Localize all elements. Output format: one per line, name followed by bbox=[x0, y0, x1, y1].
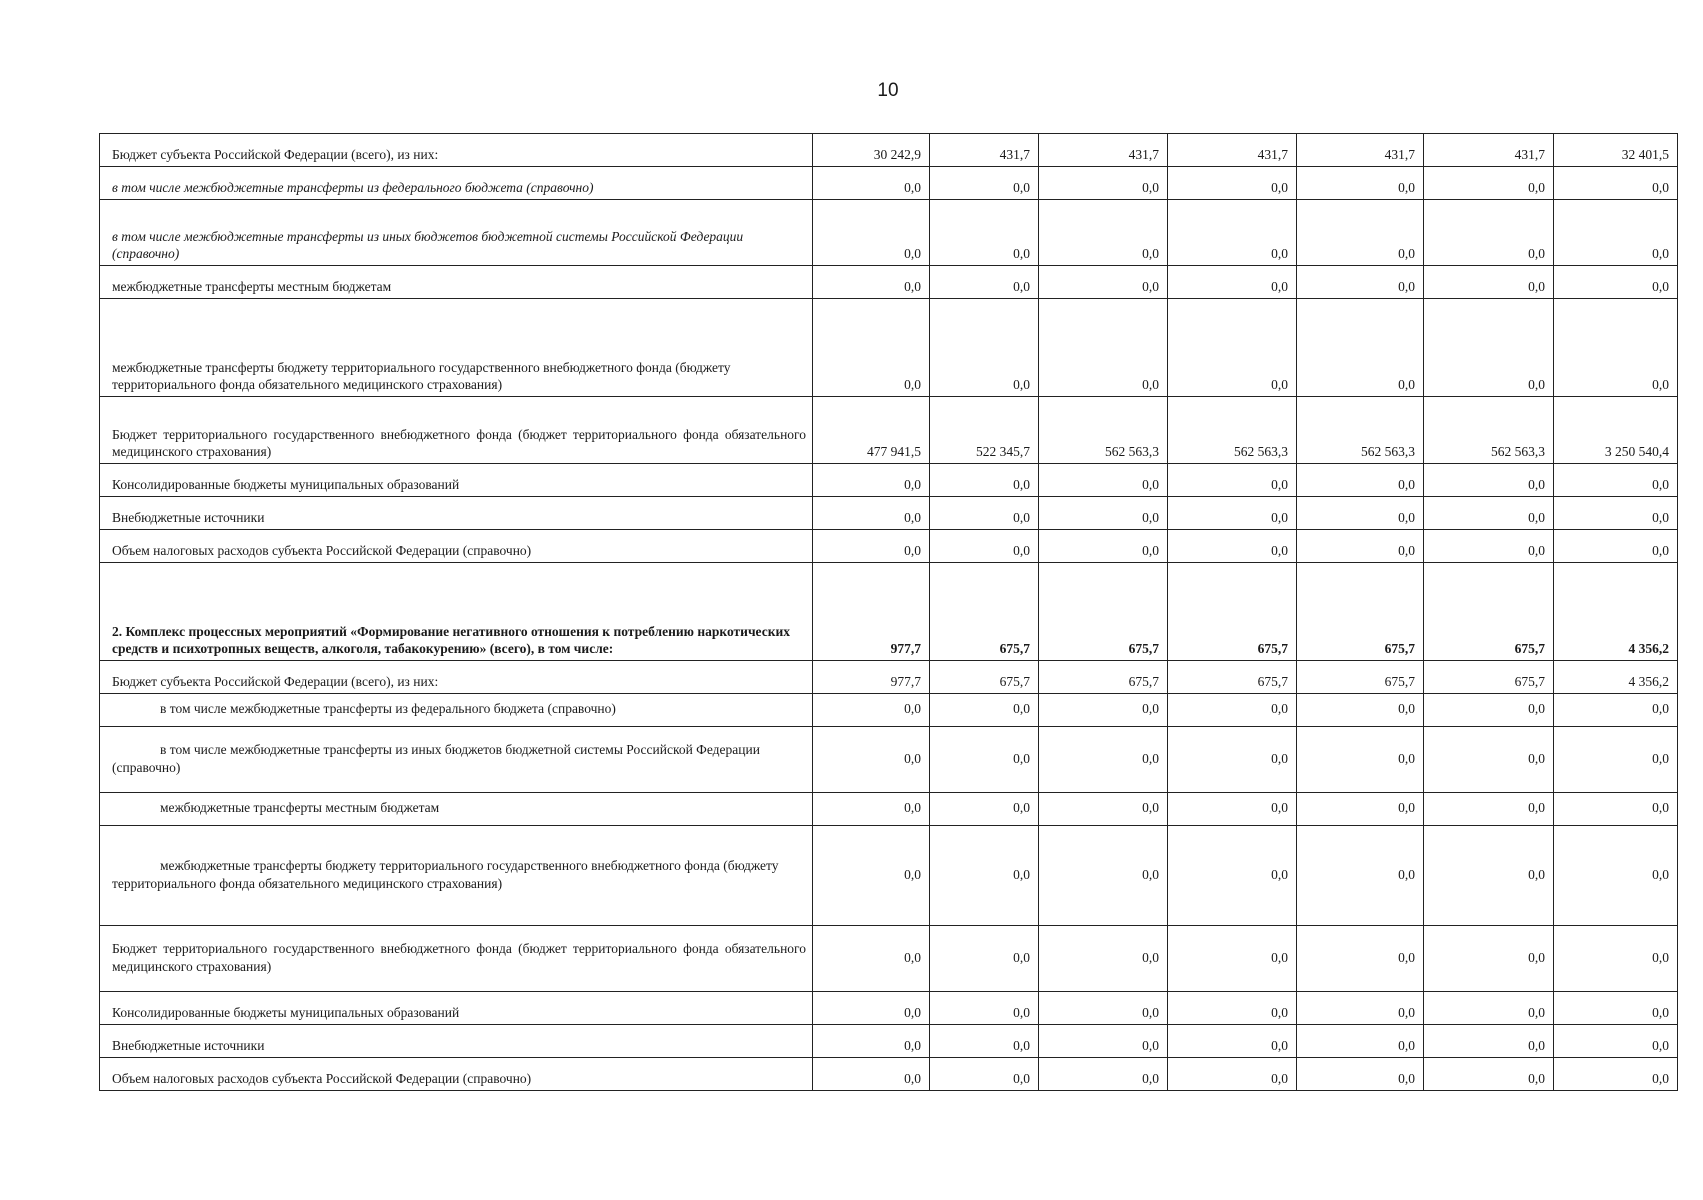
row-label: в том числе межбюджетные трансферты из федерального бюджета (справочно) bbox=[100, 167, 813, 200]
row-value-cell: 0,0 bbox=[1297, 530, 1424, 563]
page-number: 10 bbox=[877, 80, 899, 101]
row-value-cell: 0,0 bbox=[1424, 1025, 1554, 1058]
row-value-cell: 0,0 bbox=[1424, 1058, 1554, 1091]
row-label: Консолидированные бюджеты муниципальных образований bbox=[100, 992, 813, 1025]
row-value-cell: 0,0 bbox=[1168, 299, 1297, 397]
row-value-cell: 0,0 bbox=[930, 793, 1039, 826]
row-value-cell: 0,0 bbox=[1039, 299, 1168, 397]
table-row bbox=[100, 992, 1678, 1025]
row-value-cell: 0,0 bbox=[813, 266, 930, 299]
row-label: в том числе межбюджетные трансферты из иных бюджетов бюджетной системы Российской Федерации (справочно) bbox=[100, 727, 813, 793]
row-label: Внебюджетные источники bbox=[100, 1025, 813, 1058]
row-label: 2. Комплекс процессных мероприятий «Формирование негативного отношения к потреблению наркотических средств и психотропных веществ, алкоголя, табакокурению» (всего), в том числе: bbox=[100, 563, 813, 661]
row-value-cell: 0,0 bbox=[1168, 727, 1297, 793]
row-value-cell: 0,0 bbox=[930, 826, 1039, 926]
row-value-cell: 0,0 bbox=[1297, 266, 1424, 299]
row-value-cell: 0,0 bbox=[1424, 167, 1554, 200]
row-value-cell: 0,0 bbox=[930, 266, 1039, 299]
row-total-cell: 3 250 540,4 bbox=[1554, 397, 1678, 464]
table-row bbox=[100, 694, 1678, 727]
row-value-cell: 0,0 bbox=[813, 694, 930, 727]
row-total-cell: 0,0 bbox=[1554, 1058, 1678, 1091]
row-value-cell: 0,0 bbox=[1039, 727, 1168, 793]
row-value-cell: 0,0 bbox=[1039, 992, 1168, 1025]
row-value-cell: 0,0 bbox=[813, 497, 930, 530]
row-value-cell: 0,0 bbox=[1168, 464, 1297, 497]
row-value-cell: 0,0 bbox=[813, 926, 930, 992]
table-row bbox=[100, 530, 1678, 563]
row-total-cell: 4 356,2 bbox=[1554, 563, 1678, 661]
row-value-cell: 0,0 bbox=[1424, 727, 1554, 793]
row-value-cell: 675,7 bbox=[1297, 661, 1424, 694]
row-value-cell: 562 563,3 bbox=[1039, 397, 1168, 464]
row-value-cell: 0,0 bbox=[1424, 926, 1554, 992]
row-value-cell: 0,0 bbox=[1168, 266, 1297, 299]
row-value-cell: 675,7 bbox=[1424, 563, 1554, 661]
row-value-cell: 675,7 bbox=[1168, 563, 1297, 661]
table-row bbox=[100, 266, 1678, 299]
row-value-cell: 431,7 bbox=[1039, 134, 1168, 167]
row-total-cell: 0,0 bbox=[1554, 464, 1678, 497]
row-value-cell: 0,0 bbox=[1297, 200, 1424, 266]
row-value-cell: 0,0 bbox=[813, 992, 930, 1025]
row-value-cell: 0,0 bbox=[1168, 694, 1297, 727]
row-value-cell: 0,0 bbox=[930, 727, 1039, 793]
row-value-cell: 0,0 bbox=[1297, 793, 1424, 826]
row-value-cell: 431,7 bbox=[930, 134, 1039, 167]
row-value-cell: 562 563,3 bbox=[1297, 397, 1424, 464]
row-value-cell: 0,0 bbox=[1039, 826, 1168, 926]
table-row bbox=[100, 926, 1678, 992]
row-value-cell: 0,0 bbox=[930, 167, 1039, 200]
row-value-cell: 675,7 bbox=[930, 661, 1039, 694]
row-total-cell: 32 401,5 bbox=[1554, 134, 1678, 167]
row-value-cell: 0,0 bbox=[930, 497, 1039, 530]
row-value-cell: 0,0 bbox=[1297, 497, 1424, 530]
row-value-cell: 675,7 bbox=[1039, 563, 1168, 661]
row-value-cell: 0,0 bbox=[1039, 694, 1168, 727]
row-total-cell: 4 356,2 bbox=[1554, 661, 1678, 694]
row-value-cell: 0,0 bbox=[1168, 826, 1297, 926]
table-row bbox=[100, 793, 1678, 826]
table-row bbox=[100, 200, 1678, 266]
row-value-cell: 0,0 bbox=[930, 464, 1039, 497]
row-label: межбюджетные трансферты местным бюджетам bbox=[100, 266, 813, 299]
row-total-cell: 0,0 bbox=[1554, 266, 1678, 299]
row-value-cell: 431,7 bbox=[1424, 134, 1554, 167]
row-value-cell: 0,0 bbox=[1297, 1058, 1424, 1091]
row-value-cell: 0,0 bbox=[813, 167, 930, 200]
row-total-cell: 0,0 bbox=[1554, 793, 1678, 826]
table-row bbox=[100, 464, 1678, 497]
row-value-cell: 0,0 bbox=[930, 992, 1039, 1025]
row-value-cell: 0,0 bbox=[1297, 926, 1424, 992]
table-row bbox=[100, 497, 1678, 530]
table-row bbox=[100, 299, 1678, 397]
row-value-cell: 0,0 bbox=[1168, 167, 1297, 200]
row-value-cell: 0,0 bbox=[930, 694, 1039, 727]
row-value-cell: 0,0 bbox=[813, 793, 930, 826]
row-label: межбюджетные трансферты бюджету территориального государственного внебюджетного фонда (бюджету территориального фонда обязательного медицинского страхования) bbox=[100, 826, 813, 926]
table-row bbox=[100, 563, 1678, 661]
row-value-cell: 0,0 bbox=[1039, 793, 1168, 826]
row-value-cell: 0,0 bbox=[813, 1025, 930, 1058]
row-total-cell: 0,0 bbox=[1554, 926, 1678, 992]
row-value-cell: 0,0 bbox=[1424, 497, 1554, 530]
row-value-cell: 0,0 bbox=[813, 464, 930, 497]
row-label: межбюджетные трансферты местным бюджетам bbox=[100, 793, 813, 826]
row-value-cell: 0,0 bbox=[930, 926, 1039, 992]
row-value-cell: 0,0 bbox=[930, 1058, 1039, 1091]
row-value-cell: 0,0 bbox=[1168, 1058, 1297, 1091]
row-value-cell: 0,0 bbox=[1168, 793, 1297, 826]
row-value-cell: 0,0 bbox=[1039, 1058, 1168, 1091]
row-value-cell: 0,0 bbox=[1297, 299, 1424, 397]
row-total-cell: 0,0 bbox=[1554, 694, 1678, 727]
table-row bbox=[100, 397, 1678, 464]
table-row bbox=[100, 1058, 1678, 1091]
row-value-cell: 0,0 bbox=[813, 530, 930, 563]
table-row bbox=[100, 661, 1678, 694]
row-value-cell: 0,0 bbox=[813, 200, 930, 266]
budget-table-body bbox=[100, 134, 1678, 1091]
table-row bbox=[100, 134, 1678, 167]
row-value-cell: 0,0 bbox=[1168, 530, 1297, 563]
table-row bbox=[100, 826, 1678, 926]
row-value-cell: 0,0 bbox=[1297, 992, 1424, 1025]
row-value-cell: 0,0 bbox=[930, 299, 1039, 397]
row-value-cell: 0,0 bbox=[1297, 464, 1424, 497]
row-value-cell: 675,7 bbox=[1424, 661, 1554, 694]
row-value-cell: 522 345,7 bbox=[930, 397, 1039, 464]
row-total-cell: 0,0 bbox=[1554, 497, 1678, 530]
row-value-cell: 0,0 bbox=[1039, 464, 1168, 497]
row-label: Бюджет субъекта Российской Федерации (всего), из них: bbox=[100, 134, 813, 167]
row-value-cell: 977,7 bbox=[813, 563, 930, 661]
row-value-cell: 0,0 bbox=[1424, 826, 1554, 926]
row-value-cell: 477 941,5 bbox=[813, 397, 930, 464]
row-value-cell: 0,0 bbox=[1424, 992, 1554, 1025]
row-total-cell: 0,0 bbox=[1554, 826, 1678, 926]
row-value-cell: 675,7 bbox=[930, 563, 1039, 661]
row-label: Объем налоговых расходов субъекта Российской Федерации (справочно) bbox=[100, 1058, 813, 1091]
row-value-cell: 0,0 bbox=[1168, 497, 1297, 530]
row-value-cell: 0,0 bbox=[1168, 926, 1297, 992]
row-value-cell: 0,0 bbox=[930, 1025, 1039, 1058]
row-value-cell: 431,7 bbox=[1168, 134, 1297, 167]
row-value-cell: 0,0 bbox=[1039, 926, 1168, 992]
row-value-cell: 0,0 bbox=[1297, 694, 1424, 727]
row-value-cell: 0,0 bbox=[1039, 1025, 1168, 1058]
row-value-cell: 30 242,9 bbox=[813, 134, 930, 167]
row-value-cell: 0,0 bbox=[1168, 992, 1297, 1025]
row-value-cell: 0,0 bbox=[1168, 200, 1297, 266]
row-total-cell: 0,0 bbox=[1554, 727, 1678, 793]
row-value-cell: 0,0 bbox=[1039, 200, 1168, 266]
row-value-cell: 0,0 bbox=[813, 727, 930, 793]
row-label: в том числе межбюджетные трансферты из федерального бюджета (справочно) bbox=[100, 694, 813, 727]
row-value-cell: 0,0 bbox=[1168, 1025, 1297, 1058]
row-value-cell: 0,0 bbox=[1297, 167, 1424, 200]
row-total-cell: 0,0 bbox=[1554, 530, 1678, 563]
row-total-cell: 0,0 bbox=[1554, 299, 1678, 397]
row-value-cell: 0,0 bbox=[1424, 266, 1554, 299]
row-total-cell: 0,0 bbox=[1554, 167, 1678, 200]
row-label: Бюджет территориального государственного внебюджетного фонда (бюджет территориального фонда обязательного медицинского страхования) bbox=[100, 397, 813, 464]
row-total-cell: 0,0 bbox=[1554, 992, 1678, 1025]
table-row bbox=[100, 167, 1678, 200]
row-value-cell: 0,0 bbox=[813, 826, 930, 926]
row-value-cell: 0,0 bbox=[1297, 826, 1424, 926]
budget-table bbox=[99, 133, 1678, 1091]
row-value-cell: 0,0 bbox=[930, 200, 1039, 266]
row-value-cell: 0,0 bbox=[1297, 1025, 1424, 1058]
row-value-cell: 431,7 bbox=[1297, 134, 1424, 167]
row-value-cell: 0,0 bbox=[1424, 464, 1554, 497]
row-label: Бюджет субъекта Российской Федерации (всего), из них: bbox=[100, 661, 813, 694]
row-value-cell: 0,0 bbox=[1424, 793, 1554, 826]
row-value-cell: 0,0 bbox=[1297, 727, 1424, 793]
row-value-cell: 0,0 bbox=[1424, 200, 1554, 266]
row-value-cell: 0,0 bbox=[930, 530, 1039, 563]
row-total-cell: 0,0 bbox=[1554, 1025, 1678, 1058]
row-value-cell: 562 563,3 bbox=[1424, 397, 1554, 464]
row-total-cell: 0,0 bbox=[1554, 200, 1678, 266]
row-value-cell: 0,0 bbox=[1039, 266, 1168, 299]
row-value-cell: 675,7 bbox=[1039, 661, 1168, 694]
table-row bbox=[100, 727, 1678, 793]
row-value-cell: 0,0 bbox=[813, 1058, 930, 1091]
row-label: Бюджет территориального государственного внебюджетного фонда (бюджет территориального фонда обязательного медицинского страхования) bbox=[100, 926, 813, 992]
table-row bbox=[100, 1025, 1678, 1058]
row-label: Объем налоговых расходов субъекта Российской Федерации (справочно) bbox=[100, 530, 813, 563]
row-value-cell: 977,7 bbox=[813, 661, 930, 694]
row-value-cell: 562 563,3 bbox=[1168, 397, 1297, 464]
row-value-cell: 0,0 bbox=[1039, 167, 1168, 200]
row-value-cell: 0,0 bbox=[1424, 694, 1554, 727]
row-value-cell: 0,0 bbox=[1039, 530, 1168, 563]
row-value-cell: 675,7 bbox=[1297, 563, 1424, 661]
row-value-cell: 675,7 bbox=[1168, 661, 1297, 694]
row-label: межбюджетные трансферты бюджету территориального государственного внебюджетного фонда (бюджету территориального фонда обязательного медицинского страхования) bbox=[100, 299, 813, 397]
row-value-cell: 0,0 bbox=[1424, 299, 1554, 397]
row-label: Консолидированные бюджеты муниципальных образований bbox=[100, 464, 813, 497]
row-value-cell: 0,0 bbox=[1424, 530, 1554, 563]
row-label: Внебюджетные источники bbox=[100, 497, 813, 530]
row-value-cell: 0,0 bbox=[813, 299, 930, 397]
row-value-cell: 0,0 bbox=[1039, 497, 1168, 530]
row-label: в том числе межбюджетные трансферты из иных бюджетов бюджетной системы Российской Федерации (справочно) bbox=[100, 200, 813, 266]
